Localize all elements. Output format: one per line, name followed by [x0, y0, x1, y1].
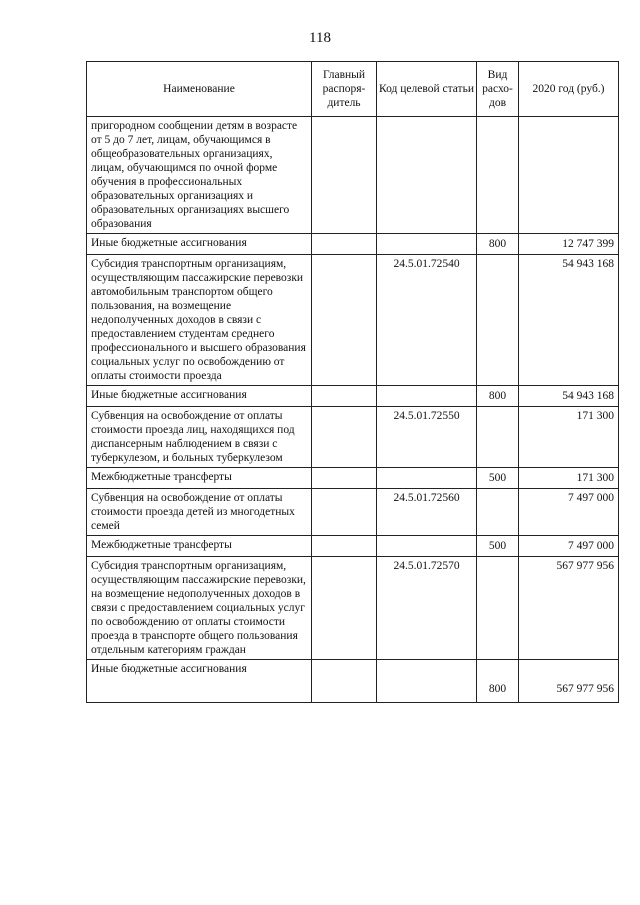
row-code	[377, 536, 477, 557]
row-code: 24.5.01.72550	[377, 407, 477, 468]
row-type: 800	[477, 234, 519, 255]
row-code	[377, 386, 477, 407]
row-manager	[312, 234, 377, 255]
row-amount: 567 977 956	[519, 557, 619, 660]
table-row	[87, 557, 619, 660]
row-manager	[312, 489, 377, 536]
table-row	[87, 117, 619, 234]
row-name: Субвенция на освобождение от оплаты стоимости проезда лиц, находящихся под диспансерным наблюдением в связи с туберкулезом, и больных туберкулезом	[87, 407, 312, 468]
row-amount: 12 747 399	[519, 234, 619, 255]
row-name: Иные бюджетные ассигнования	[87, 660, 312, 703]
row-type	[477, 489, 519, 536]
row-amount	[519, 117, 619, 234]
row-amount: 54 943 168	[519, 386, 619, 407]
row-manager	[312, 386, 377, 407]
row-amount: 171 300	[519, 468, 619, 489]
row-code: 24.5.01.72570	[377, 557, 477, 660]
row-code: 24.5.01.72560	[377, 489, 477, 536]
row-code	[377, 117, 477, 234]
row-name: Иные бюджетные ассигнования	[87, 234, 312, 255]
row-name: пригородном сообщении детям в возрасте от 5 до 7 лет, лицам, обучающимся в общеобразовательных организациях, лицам, обучающимся по очной форме обучения в профессиональных образовательных организациях и образовательных организациях высшего образования	[87, 117, 312, 234]
row-amount: 54 943 168	[519, 255, 619, 386]
table-row	[87, 386, 619, 407]
header-name: Наименование	[87, 62, 312, 117]
page-number: 118	[309, 30, 331, 46]
row-code: 24.5.01.72540	[377, 255, 477, 386]
header-year-amount: 2020 год (руб.)	[519, 62, 619, 117]
row-name: Субвенция на освобождение от оплаты стоимости проезда детей из многодетных семей	[87, 489, 312, 536]
row-manager	[312, 255, 377, 386]
row-type	[477, 255, 519, 386]
table-row	[87, 407, 619, 468]
row-name: Субсидия транспортным организациям, осуществляющим пассажирские перевозки, на возмещение недополученных доходов в связи с предоставлением социальных услуг по освобождению от оплаты стоимости проезда в транспорте общего пользования отдельным категориям граждан	[87, 557, 312, 660]
row-type: 500	[477, 468, 519, 489]
row-code	[377, 234, 477, 255]
row-type	[477, 557, 519, 660]
table-row	[87, 255, 619, 386]
row-name: Межбюджетные трансферты	[87, 536, 312, 557]
table-row	[87, 660, 619, 703]
row-type	[477, 407, 519, 468]
row-type: 800	[477, 386, 519, 407]
row-name: Иные бюджетные ассигнования	[87, 386, 312, 407]
row-manager	[312, 407, 377, 468]
row-manager	[312, 117, 377, 234]
table-header-row	[87, 62, 619, 117]
row-manager	[312, 468, 377, 489]
table-row	[87, 234, 619, 255]
row-type: 500	[477, 536, 519, 557]
row-amount: 171 300	[519, 407, 619, 468]
header-manager: Главный распоря-дитель	[312, 62, 377, 117]
row-code	[377, 660, 477, 703]
row-amount: 7 497 000	[519, 536, 619, 557]
row-name: Субсидия транспортным организациям, осуществляющим пассажирские перевозки автомобильным транспортом общего пользования, на возмещение недополученных доходов в связи с предоставлением студентам среднего профессионального и высшего образования социальных услуг по освобождению от оплаты стоимости проезда	[87, 255, 312, 386]
row-amount: 7 497 000	[519, 489, 619, 536]
row-manager	[312, 660, 377, 703]
row-code	[377, 468, 477, 489]
table-row	[87, 536, 619, 557]
table-row	[87, 489, 619, 536]
header-target-code: Код целевой статьи	[377, 62, 477, 117]
row-manager	[312, 557, 377, 660]
budget-table	[86, 61, 619, 703]
row-type: 800	[477, 660, 519, 703]
table-row	[87, 468, 619, 489]
row-amount: 567 977 956	[519, 660, 619, 703]
row-name: Межбюджетные трансферты	[87, 468, 312, 489]
row-type	[477, 117, 519, 234]
row-manager	[312, 536, 377, 557]
header-expense-type: Вид расхо-дов	[477, 62, 519, 117]
